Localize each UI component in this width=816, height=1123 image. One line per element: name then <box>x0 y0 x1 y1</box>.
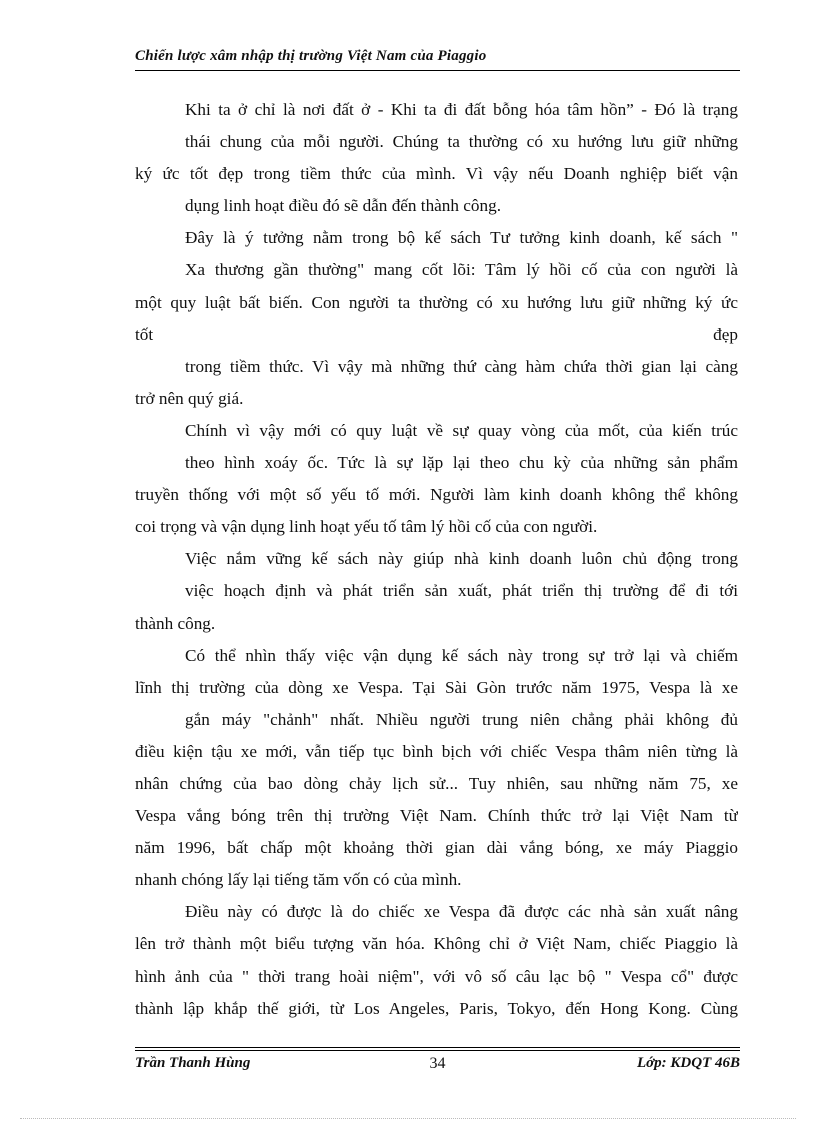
text-line: điều kiện tậu xe mới, vẫn tiếp tục bình bịch với chiếc Vespa thâm niên từng là <box>135 741 738 761</box>
text-line: Điều này có được là do chiếc xe Vespa đã được các nhà sản xuất nâng <box>185 902 738 922</box>
text-line: thái chung của mỗi người. Chúng ta thường có xu hướng lưu giữ những <box>185 132 738 152</box>
text-line: nhân chứng của bao dòng chảy lịch sử... Tuy nhiên, sau những năm 75, xe <box>135 773 738 793</box>
footer-rule-bottom <box>135 1050 740 1051</box>
page-bottom-dotted-line <box>20 1118 796 1119</box>
text-line: Chính vì vậy mới có quy luật về sự quay vòng của mốt, của kiến trúc <box>185 420 738 440</box>
text-line: thành lập khắp thế giới, từ Los Angeles, Paris, Tokyo, đến Hong Kong. Cùng <box>135 998 738 1018</box>
footer-rule-top <box>135 1047 740 1048</box>
text-line: truyền thống với một số yếu tố mới. Người làm kinh doanh không thể không <box>135 485 738 505</box>
text-line: việc hoạch định và phát triển sản xuất, phát triển thị trường để đi tới <box>185 581 738 601</box>
text-line: lên trở thành một biểu tượng văn hóa. Không chỉ ở Việt Nam, chiếc Piaggio là <box>135 934 738 954</box>
text-line: nhanh chóng lấy lại tiếng tăm vốn có của mình. <box>135 870 462 890</box>
text-line: tốt đẹp <box>135 324 738 344</box>
body-text <box>135 94 738 1025</box>
footer-author: Trần Thanh Hùng <box>135 1055 251 1071</box>
running-header-title: Chiến lược xâm nhập thị trường Việt Nam của Piaggio <box>135 48 487 64</box>
text-line: dụng linh hoạt điều đó sẽ dẫn đến thành công. <box>185 196 501 216</box>
text-line: theo hình xoáy ốc. Tức là sự lặp lại theo chu kỳ của những sản phẩm <box>185 453 738 473</box>
text-line: Đây là ý tưởng nằm trong bộ kế sách Tư tưởng kinh doanh, kế sách " <box>185 228 738 248</box>
text-line: ký ức tốt đẹp trong tiềm thức của mình. Vì vậy nếu Doanh nghiệp biết vận <box>135 164 738 184</box>
text-line: Vespa vắng bóng trên thị trường Việt Nam. Chính thức trở lại Việt Nam từ <box>135 806 738 826</box>
running-footer <box>135 1055 740 1075</box>
footer-class: Lớp: KDQT 46B <box>636 1055 740 1071</box>
text-line: gắn máy "chảnh" nhất. Nhiều người trung niên chẳng phải không đủ <box>185 709 738 729</box>
text-line: một quy luật bất biến. Con người ta thường có xu hướng lưu giữ những ký ức <box>135 292 738 312</box>
text-line: trong tiềm thức. Vì vậy mà những thứ càng hàm chứa thời gian lại càng <box>185 356 738 376</box>
text-line: Khi ta ở chỉ là nơi đất ở - Khi ta đi đất bỗng hóa tâm hồn” - Đó là trạng <box>185 100 738 119</box>
page-number: 34 <box>429 1055 446 1072</box>
text-line: thành công. <box>135 613 216 633</box>
text-line: hình ảnh của " thời trang hoài niệm", với vô số câu lạc bộ " Vespa cổ" được <box>135 966 738 986</box>
text-line: Xa thương gần thường" mang cốt lõi: Tâm lý hồi cố của con người là <box>185 260 738 280</box>
text-line: Có thể nhìn thấy việc vận dụng kế sách này trong sự trở lại và chiếm <box>185 645 738 665</box>
text-line: Việc nắm vững kế sách này giúp nhà kinh doanh luôn chủ động trong <box>185 549 738 569</box>
text-line: trở nên quý giá. <box>135 388 244 408</box>
text-line: lĩnh thị trường của dòng xe Vespa. Tại Sài Gòn trước năm 1975, Vespa là xe <box>135 677 738 697</box>
text-line: coi trọng và vận dụng linh hoạt yếu tố tâm lý hồi cố của con người. <box>135 517 598 537</box>
text-line: năm 1996, bất chấp một khoảng thời gian dài vắng bóng, xe máy Piaggio <box>135 838 738 858</box>
header-rule <box>135 70 740 71</box>
